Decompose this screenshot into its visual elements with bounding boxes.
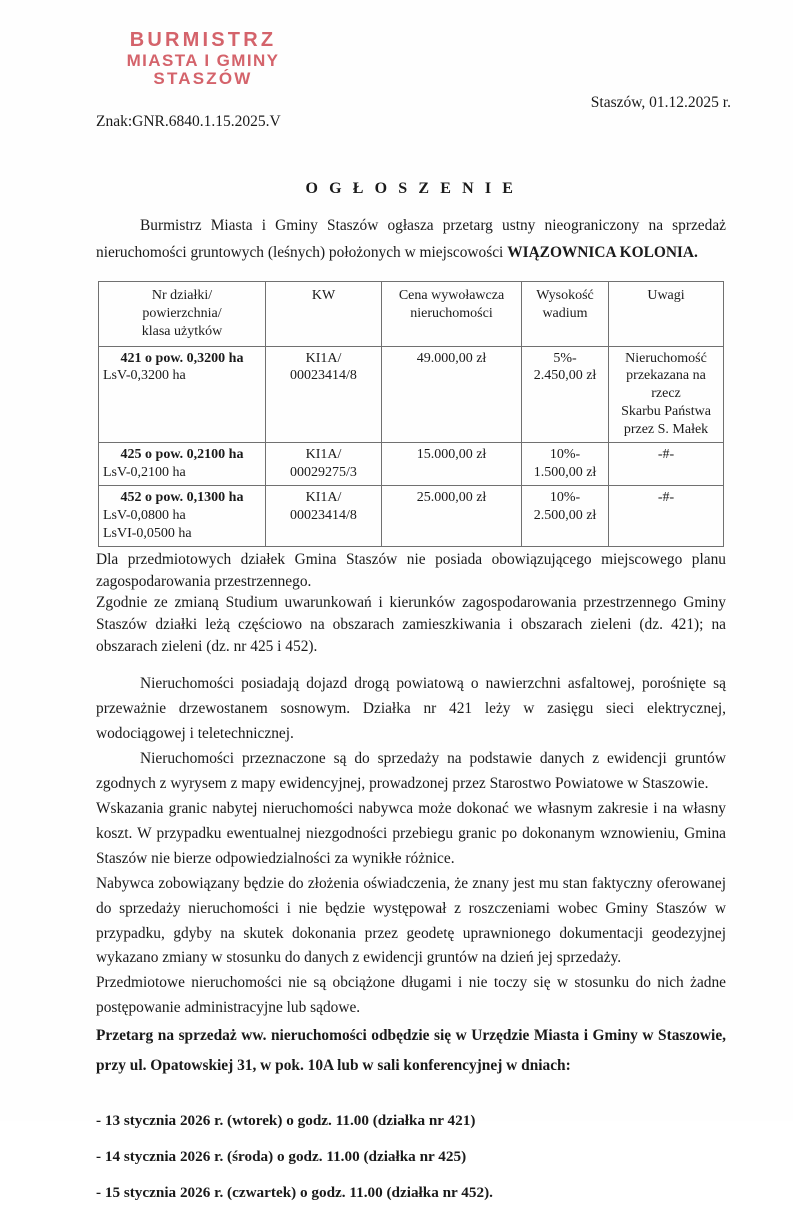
lead-text: Burmistrz Miasta i Gminy Staszów ogłasza przetarg ustny nieograniczony na sprzedaż nieruchomości gruntowych (leśnych) położonych w miejscowości bbox=[96, 217, 726, 262]
kw-line-1: KI1A/ bbox=[305, 350, 342, 366]
auction-dates-list bbox=[96, 1103, 726, 1210]
letterhead-stamp bbox=[108, 30, 298, 88]
table-row bbox=[99, 346, 724, 443]
cell-kw bbox=[266, 346, 382, 443]
th-wadium-l1: Wysokość bbox=[536, 287, 594, 303]
th-wadium bbox=[522, 281, 609, 346]
th-plot-number-l1: Nr działki/ bbox=[151, 287, 213, 303]
cell-plot bbox=[99, 443, 266, 486]
letterhead-line-3: STASZÓW bbox=[153, 68, 253, 88]
plot-class-1: LsV-0,2100 ha bbox=[103, 465, 186, 480]
lead-paragraph bbox=[96, 212, 726, 267]
auction-date-item: - 15 stycznia 2026 r. (czwartek) o godz. 11.00 (działka nr 452). bbox=[96, 1183, 493, 1201]
table-header-row bbox=[99, 281, 724, 346]
paragraph-declaration: Nabywca zobowiązany będzie do złożenia oświadczenia, że znany jest mu stan faktyczny oferowanej do sprzedaży nieruchomości i nie będzie występował z roszczeniami wobec Gminy Staszów w przypadku, gdyby na skutek dokonania przez geodetę uprawnionego dokumentacji geodezyjnej wykazano zmiany w stosunku do danych z ewidencji gruntów na dzień jej sprzedaży. bbox=[96, 874, 726, 967]
th-price-l1: Cena wywoławcza bbox=[398, 287, 505, 303]
plot-class-1: LsV-0,0800 ha bbox=[103, 507, 186, 523]
wadium-amount: 2.450,00 zł bbox=[533, 368, 597, 384]
auction-date-item: - 13 stycznia 2026 r. (wtorek) o godz. 11.00 (działka nr 421) bbox=[96, 1112, 476, 1130]
paragraph-registry: Nieruchomości przeznaczone są do sprzedaży na podstawie danych z ewidencji gruntów zgodnych z wyrysem z mapy ewidencyjnej, prowadzonej przez Starostwo Powiatowe w Staszowie. bbox=[96, 749, 726, 792]
cell-plot bbox=[99, 485, 266, 546]
cell-kw bbox=[266, 443, 382, 486]
th-notes bbox=[609, 281, 724, 346]
th-kw bbox=[266, 281, 382, 346]
cell-kw bbox=[266, 485, 382, 546]
plot-title: 425 o pow. 0,2100 ha bbox=[120, 447, 244, 463]
paragraph-plan: Dla przedmiotowych działek Gmina Staszów nie posiada obowiązującego miejscowego planu zagospodarowania przestrzennego. bbox=[96, 550, 726, 590]
wadium-amount: 2.500,00 zł bbox=[533, 507, 597, 523]
note-line-1: Nieruchomość bbox=[625, 350, 707, 366]
page-title: O G Ł O S Z E N I E bbox=[305, 180, 517, 197]
th-kw-l1: KW bbox=[311, 287, 336, 303]
body-paragraphs bbox=[96, 549, 726, 1082]
note-line-4: przez S. Małek bbox=[623, 422, 709, 438]
document-reference-sign: Znak:GNR.6840.1.15.2025.V bbox=[96, 113, 281, 130]
table-row bbox=[99, 443, 724, 486]
wadium-pct: 10%- bbox=[549, 447, 581, 463]
document-body bbox=[96, 180, 726, 1211]
cell-price: 49.000,00 zł bbox=[382, 346, 522, 443]
wadium-amount: 1.500,00 zł bbox=[533, 465, 597, 480]
note-line-2: przekazana na rzecz bbox=[626, 368, 706, 402]
plots-table bbox=[98, 281, 724, 547]
plot-class-1: LsV-0,3200 ha bbox=[103, 368, 186, 384]
table-row bbox=[99, 485, 724, 546]
kw-line-2: 00023414/8 bbox=[290, 368, 357, 384]
paragraph-boundaries: Wskazania granic nabytej nieruchomości nabywca może dokonać we własnym zakresie i na własny koszt. W przypadku ewentualnej niezgodności przebiegu granic po dokonanym wznowieniu, Gmina Staszów nie bierze odpowiedzialności za wynikłe różnice. bbox=[96, 799, 726, 867]
cell-wadium bbox=[522, 443, 609, 486]
cell-wadium bbox=[522, 485, 609, 546]
wadium-pct: 10%- bbox=[549, 489, 581, 505]
paragraph-auction-location: Przetarg na sprzedaż ww. nieruchomości odbędzie się w Urzędzie Miasta i Gminy w Staszowie, przy ul. Opatowskiej 31, w pok. 10A lub w sali konferencyjnej w dniach: bbox=[96, 1027, 726, 1075]
plot-class-2: LsVI-0,0500 ha bbox=[103, 525, 192, 541]
note-line-3: Skarbu Państwa bbox=[621, 404, 711, 420]
th-price-l2: nieruchomości bbox=[410, 305, 493, 321]
lead-location: WIĄZOWNICA KOLONIA. bbox=[507, 244, 698, 262]
cell-plot bbox=[99, 346, 266, 443]
th-price bbox=[382, 281, 522, 346]
cell-note bbox=[609, 346, 724, 443]
letterhead-line-2: MIASTA I GMINY bbox=[126, 50, 280, 70]
spacer bbox=[96, 658, 726, 672]
kw-line-2: 00029275/3 bbox=[290, 465, 357, 480]
paragraph-access: Nieruchomości posiadają dojazd drogą powiatową o nawierzchni asfaltowej, porośnięte są przeważnie drzewostanem sosnowym. Działka nr 421 leży w zasięgu sieci elektrycznej, wodociągowej i teletechnicznej. bbox=[96, 675, 726, 742]
cell-note: -#- bbox=[609, 485, 724, 546]
cell-wadium bbox=[522, 346, 609, 443]
th-wadium-l2: wadium bbox=[542, 305, 588, 321]
wadium-pct: 5%- bbox=[553, 350, 577, 366]
kw-line-2: 00023414/8 bbox=[290, 507, 357, 523]
plot-title: 452 o pow. 0,1300 ha bbox=[120, 489, 244, 505]
th-plot-number bbox=[99, 281, 266, 346]
th-plot-number-l3: klasa użytków bbox=[141, 323, 223, 339]
kw-line-1: KI1A/ bbox=[305, 489, 342, 505]
cell-price: 15.000,00 zł bbox=[382, 443, 522, 486]
th-notes-l1: Uwagi bbox=[647, 287, 685, 303]
th-plot-number-l2: powierzchnia/ bbox=[142, 305, 222, 321]
document-date: Staszów, 01.12.2025 r. bbox=[590, 94, 731, 111]
kw-line-1: KI1A/ bbox=[305, 447, 342, 463]
cell-price: 25.000,00 zł bbox=[382, 485, 522, 546]
letterhead-line-1: BURMISTRZ bbox=[129, 29, 277, 51]
cell-note: -#- bbox=[609, 443, 724, 486]
plot-title: 421 o pow. 0,3200 ha bbox=[120, 350, 244, 366]
paragraph-studium: Zgodnie ze zmianą Studium uwarunkowań i kierunków zagospodarowania przestrzennego Gminy Staszów działki leżą częściowo na obszarach zamieszkiwania i obszarach zieleni (dz. 421); na obszarach zieleni (dz. nr 425 i 452). bbox=[96, 594, 726, 656]
auction-date-item: - 14 stycznia 2026 r. (środa) o godz. 11.00 (działka nr 425) bbox=[96, 1148, 467, 1166]
paragraph-encumbrances: Przedmiotowe nieruchomości nie są obciążone długami i nie toczy się w stosunku do nich żadne postępowanie administracyjne lub sądowe. bbox=[96, 974, 726, 1017]
